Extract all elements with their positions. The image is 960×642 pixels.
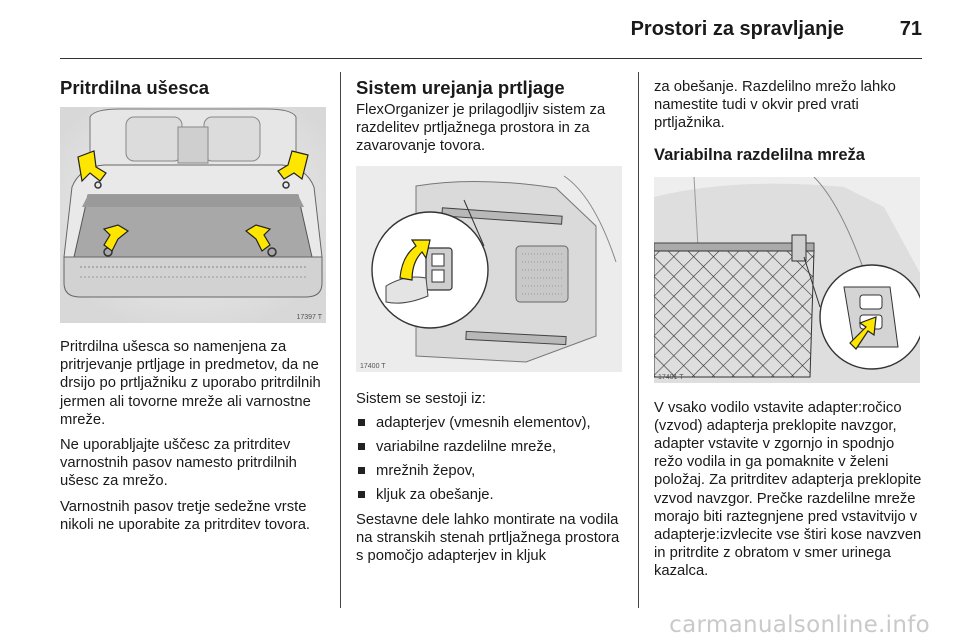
figure-code: 17401 T	[658, 373, 684, 381]
list-item	[356, 462, 624, 480]
column-2	[356, 60, 624, 608]
list-item-text: variabilne razdelilne mreže,	[376, 439, 557, 456]
adapter-slot-2	[432, 270, 444, 282]
page-number: 71	[899, 18, 922, 40]
list-item	[356, 438, 624, 456]
column-1	[60, 60, 326, 608]
component-list	[356, 414, 624, 505]
net-mesh	[654, 251, 814, 377]
divider-net-illustration	[654, 177, 920, 383]
paragraph: Pritrdilna ušesca so namenjena za pritrjevanje prtljage in predmetov, da ne drsijo po prtljažniku z uporabo pritrdilnih jermen ali tovorne mreže ali varnostne mreže.	[60, 339, 321, 428]
section-title: Prostori za spravljanje	[630, 18, 844, 40]
watermark: carmanualsonline.info	[669, 612, 930, 638]
paragraph: Ne uporabljajte uščesc za pritrditev varnostnih pasov namesto pritrdilnih ušesc za mrežo.	[60, 437, 297, 490]
list-item	[356, 486, 624, 504]
upper-net-bar	[654, 243, 814, 251]
page-header	[60, 0, 922, 59]
figure-code: 17397 T	[296, 314, 322, 321]
column-divider-1	[340, 72, 341, 608]
list-item-text: mrežnih žepov,	[376, 463, 476, 480]
list-item	[356, 414, 624, 432]
heading-pritrdilna-usesca: Pritrdilna ušesca	[60, 77, 210, 98]
flexorganizer-illustration	[356, 166, 622, 372]
list-item-text: kljuk za obešanje.	[376, 487, 494, 504]
figure-flexorganizer-adapter	[356, 166, 622, 372]
figure-divider-net	[654, 177, 920, 383]
floor-edge-shade	[82, 195, 304, 207]
heading-sistem-urejanja-prtljage: Sistem urejanja prtljage	[356, 77, 565, 98]
list-item-text: adapterjev (vmesnih elementov),	[376, 414, 591, 431]
subheading-variabilna-razdelilna-mreza: Variabilna razdelilna mreža	[654, 145, 865, 164]
list-intro: Sistem se sestoji iz:	[356, 390, 486, 407]
cargo-floor-illustration	[60, 107, 326, 323]
headrest-left	[126, 117, 182, 161]
paragraph: Sestavne dele lahko montirate na vodila na stranskih stenah prtljažnega prostora s pomočjo adapterjev in kljuk	[356, 511, 620, 565]
figure-code: 17400 T	[360, 362, 386, 370]
adapter-lever	[860, 295, 882, 309]
headrest-right	[204, 117, 260, 161]
bullet-icon	[358, 467, 365, 474]
bullet-icon	[358, 443, 365, 450]
intro-paragraph: FlexOrganizer je prilagodljiv sistem za razdelitev prtljažnega prostora in za zavarovanje tovora.	[356, 102, 606, 155]
speaker-grille	[516, 246, 568, 302]
adapter-slot	[432, 254, 444, 266]
bullet-icon	[358, 419, 365, 426]
column-divider-2	[638, 72, 639, 608]
center-seat	[178, 127, 208, 163]
paragraph: Varnostnih pasov tretje sedežne vrste nikoli ne uporabite za pritrditev tovora.	[60, 498, 311, 533]
figure-cargo-floor-eyelets	[60, 107, 326, 323]
column-3	[654, 60, 922, 608]
bullet-icon	[358, 491, 365, 498]
continued-paragraph: za obešanje. Razdelilno mrežo lahko namestite tudi v okvir pred vrati prtljažnika.	[654, 79, 896, 132]
paragraph: V vsako vodilo vstavite adapter:ročico (vzvod) adapterja preklopite navzgor, adapter vstavite v zgornjo in spodnjo režo vodila in ga pomaknite v želeni položaj. Za pritrditev adapterja preklopite vzvod navzgor. Prečke razdelilne mreže morajo biti raztegnjene pred vstavitvijo v adapterje:izvlecite vse štiri kose navzven in pritrdite z obratom v smer urinega kazalca.	[654, 399, 922, 580]
